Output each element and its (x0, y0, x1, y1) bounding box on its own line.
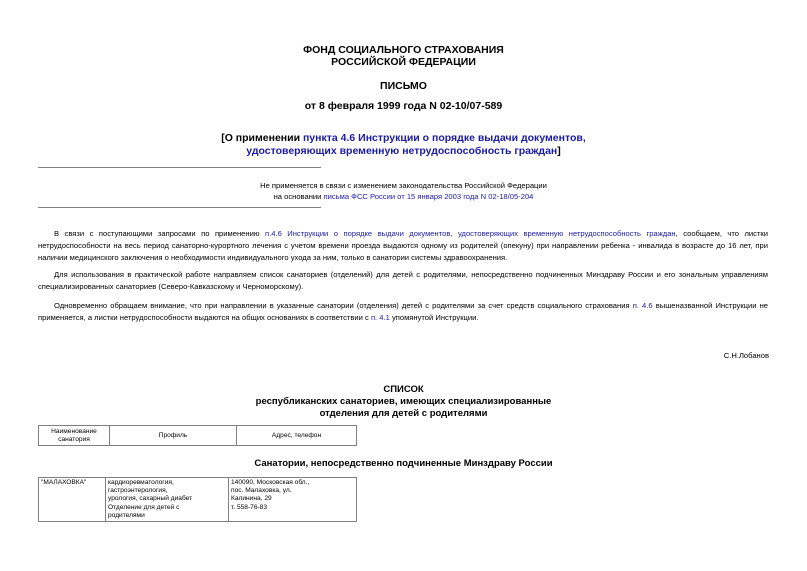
status-notice (0, 180, 807, 202)
list-title-1: СПИСОК (383, 384, 424, 395)
profile-line: кардиоревматология, (108, 479, 174, 486)
document-date: от 8 февраля 1999 года N 02-10/07-589 (304, 100, 503, 112)
subject-prefix: [О применении (221, 132, 303, 144)
signature: С.Н.Лобанов (723, 351, 769, 360)
header-cell-address: Адрес, телефон (237, 426, 357, 446)
list-header-table (38, 425, 357, 446)
header-name-line-1: Наименование (51, 427, 97, 435)
profile-line: гастроэнтерология, (108, 487, 168, 495)
p3-text-a: Одновременно обращаем внимание, что при направлении в указанные санатории (отделения) детей с родителями за счет средств социального страхования (54, 301, 633, 310)
table-row (39, 478, 357, 522)
subject-link-part2[interactable]: удостоверяющих временную нетрудоспособность граждан (246, 145, 558, 157)
divider-bottom (38, 207, 321, 208)
subject-suffix: ] (557, 145, 561, 157)
p3-link-4-6[interactable]: п. 4.6 (632, 301, 653, 310)
p3-text-c: упомянутой Инструкции. (389, 313, 479, 322)
p3-text-b: вышеназванной Инструкции не применяется, а листки нетрудоспособности выдаются на общих основаниях в соответствии с (38, 301, 768, 322)
list-title (0, 384, 807, 420)
p3-link-4-1[interactable]: п. 4.1 (370, 313, 390, 322)
cell-profile (106, 478, 229, 522)
header-name-line-2: санатория (58, 435, 90, 443)
list-title-2: республиканских санаториев, имеющих специализированные (255, 396, 552, 407)
header-cell-name (39, 426, 110, 446)
paragraph-2: Для использования в практической работе направляем список санаториев (отделений) для детей с родителями, непосредственно подчиненных Минздраву России и его зональным управлениям специализированных санаториев (Северо-Кавказскому и Черноморскому). (38, 270, 768, 291)
cell-sanatorium-name: "МАЛАХОВКА" (39, 478, 106, 522)
divider-top (38, 167, 321, 168)
table-header-row (39, 426, 357, 446)
org-line-2: РОССИЙСКОЙ ФЕДЕРАЦИИ (331, 56, 476, 68)
org-line-1: ФОНД СОЦИАЛЬНОГО СТРАХОВАНИЯ (303, 44, 504, 56)
address-line: пос. Малаховка, ул. (231, 487, 292, 495)
p1-text-b: , сообщаем, что листки нетрудоспособности на весь период санаторно-курортного лечения с учетом времени проезда выдаются одному из родителей (опекуну) при направлении ребенка - инвалида в возрасте до 16 лет, при наличии медицинского заключения о необходимости индивидуального ухода за ним, только в санатории системы здравоохранения. (38, 229, 768, 262)
subject-link-part1[interactable]: пункта 4.6 Инструкции о порядке выдачи документов, (302, 132, 586, 144)
document-subject (0, 132, 807, 158)
notice-line-1: Не применяется в связи с изменением законодательства Российской Федерации (260, 181, 547, 190)
header-cell-profile: Профиль (110, 426, 237, 446)
address-line: 140090, Московская обл., (231, 479, 310, 486)
address-line: Калинина, 29 (231, 495, 272, 503)
document-type: ПИСЬМО (380, 80, 427, 92)
profile-line: Отделение для детей с (108, 503, 180, 511)
address-line: т. 558-76-83 (231, 503, 268, 511)
notice-link[interactable]: письма ФСС России от 15 января 2003 года N 02-18/05-204 (323, 192, 534, 201)
profile-line: родителями (108, 511, 145, 519)
list-title-3: отделения для детей с родителями (319, 408, 488, 419)
notice-prefix: на основании (273, 192, 324, 201)
sanatorium-table (38, 477, 357, 522)
paragraph-3 (38, 300, 768, 324)
cell-address (229, 478, 357, 522)
p1-text-a: В связи с поступающими запросами по применению (54, 229, 266, 238)
organization-heading (0, 44, 807, 68)
profile-line: урология, сахарный диабет (108, 495, 193, 503)
section-heading: Санатории, непосредственно подчиненные Минздраву России (254, 458, 553, 469)
paragraph-1 (38, 228, 768, 264)
p1-instruction-link[interactable]: п.4.6 Инструкции о порядке выдачи документов, удостоверяющих временную нетрудоспособность граждан (265, 229, 676, 238)
